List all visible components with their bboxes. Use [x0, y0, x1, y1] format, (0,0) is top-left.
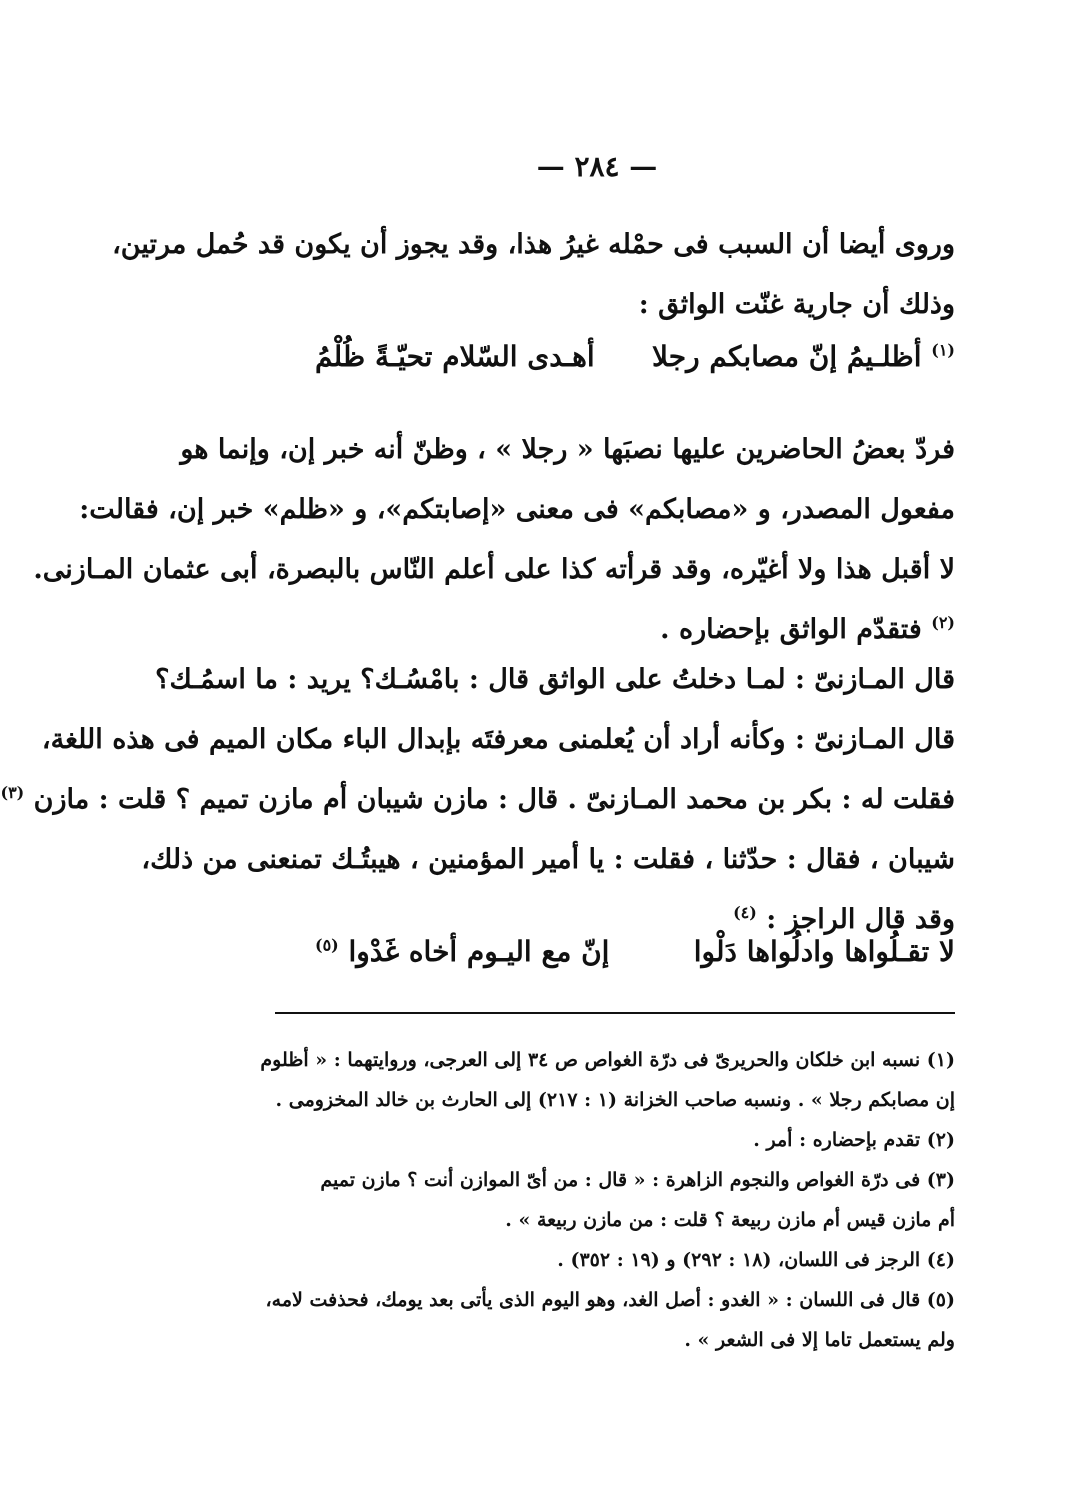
text-line-content: فتقدّم الواثق بإحضاره .	[660, 614, 922, 645]
footnote-ref-1: (١)	[931, 340, 955, 360]
footnote-ref-5: (٥)	[315, 935, 339, 955]
footnote-line: (٢) تقدم بإحضاره : أمر .	[753, 1129, 955, 1151]
text-line-content: فقلت له : بكر بن محمد المـازنىّ . قال : مازن شيبان أم مازن تميم ؟ قلت : مازن	[33, 784, 955, 815]
paragraph-1	[112, 215, 955, 335]
verse-1-first-text: أظلـيمُ إنّ مصابكم رجلا	[652, 340, 922, 373]
verse-2-second-text: إنّ مع اليـوم أخاه غَدْوا	[348, 935, 610, 968]
verse-2-second-hemistich	[315, 935, 609, 968]
verse-2	[255, 935, 955, 995]
footnote-ref-3: (٣)	[0, 783, 25, 802]
verse-1-second-hemistich: أهـدى السّلام تحيّـةً ظُلْمُ	[315, 340, 595, 373]
footnote-line: أم مازن قيس أم مازن ربيعة ؟ قلت : من مازن ربيعة » .	[505, 1209, 955, 1231]
footnote-line: ولم يستعمل تاما إلا فى الشعر » .	[684, 1329, 955, 1351]
text-line: وذلك أن جارية غنّت الواثق :	[638, 289, 955, 320]
page-number: — ٢٨٤ —	[536, 150, 658, 183]
text-line: وروى أيضا أن السبب فى حمْله غيرُ هذا، وقد يجوز أن يكون قد حُمل مرتين،	[112, 229, 955, 260]
verse-1-first-hemistich	[652, 340, 955, 373]
text-line: مفعول المصدر، و «مصابكم» فى معنى «إصابتكم»، و «ظلم» خبر إن، فقالت:	[79, 494, 955, 525]
text-line: فردّ بعضُ الحاضرين عليها نصبَها « رجلا » ، وظنّ أنه خبر إن، وإنما هو	[180, 434, 955, 465]
footnote-line: إن مصابكم رجلا » . ونسبه صاحب الخزانة (١ : ٢١٧) إلى الحارث بن خالد المخزومى .	[275, 1089, 955, 1111]
text-line: لا أقبل هذا ولا أغيّره، وقد قرأته كذا على أعلم النّاس بالبصرة، أبى عثمان المـازنى.	[33, 554, 955, 585]
paragraph-3	[0, 650, 955, 950]
footnote-line: (٤) الرجز فى اللسان، (١٨ : ٢٩٢) و (١٩ : ٣٥٢) .	[557, 1249, 955, 1271]
text-line-content: وقد قال الراجز :	[766, 904, 955, 935]
footnote-line: (١) نسبه ابن خلكان والحريرىّ فى درّة الغواص ص ٣٤ إلى العرجى، وروايتهما : « أظلوم	[260, 1049, 955, 1071]
footnote-line: (٣) فى درّة الغواص والنجوم الزاهرة : « قال : من أىّ الموازن أنت ؟ مازن تميم	[320, 1169, 955, 1191]
text-line: قال المـازنىّ : لمـا دخلتُ على الواثق قال : بامْسُـك؟ يريد : ما اسمُـك؟	[155, 664, 955, 695]
text-line: شيبان ، فقال : حدّثنا ، فقلت : يا أمير المؤمنين ، هيبتُـك تمنعنى من ذلك،	[141, 844, 955, 875]
verse-2-first-hemistich: لا تقـلُواها وادلُواها دَلْوا	[693, 935, 955, 968]
footnote-line: (٥) قال فى اللسان : « الغدو : أصل الغد، وهو اليوم الذى يأتى بعد يومك، فحذفت لامه،	[265, 1289, 955, 1311]
footnotes	[255, 1040, 955, 1360]
text-line: قال المـازنىّ : وكأنه أراد أن يُعلمنى معرفتَه بإبدال الباء مكان الميم فى هذه اللغة،	[41, 724, 955, 755]
verse-1	[255, 340, 955, 400]
paragraph-2	[33, 420, 955, 660]
text-line-with-ref	[0, 770, 955, 830]
footnote-ref-4: (٤)	[733, 903, 757, 922]
footnote-divider	[275, 1012, 955, 1014]
footnote-ref-2: (٢)	[931, 613, 955, 632]
